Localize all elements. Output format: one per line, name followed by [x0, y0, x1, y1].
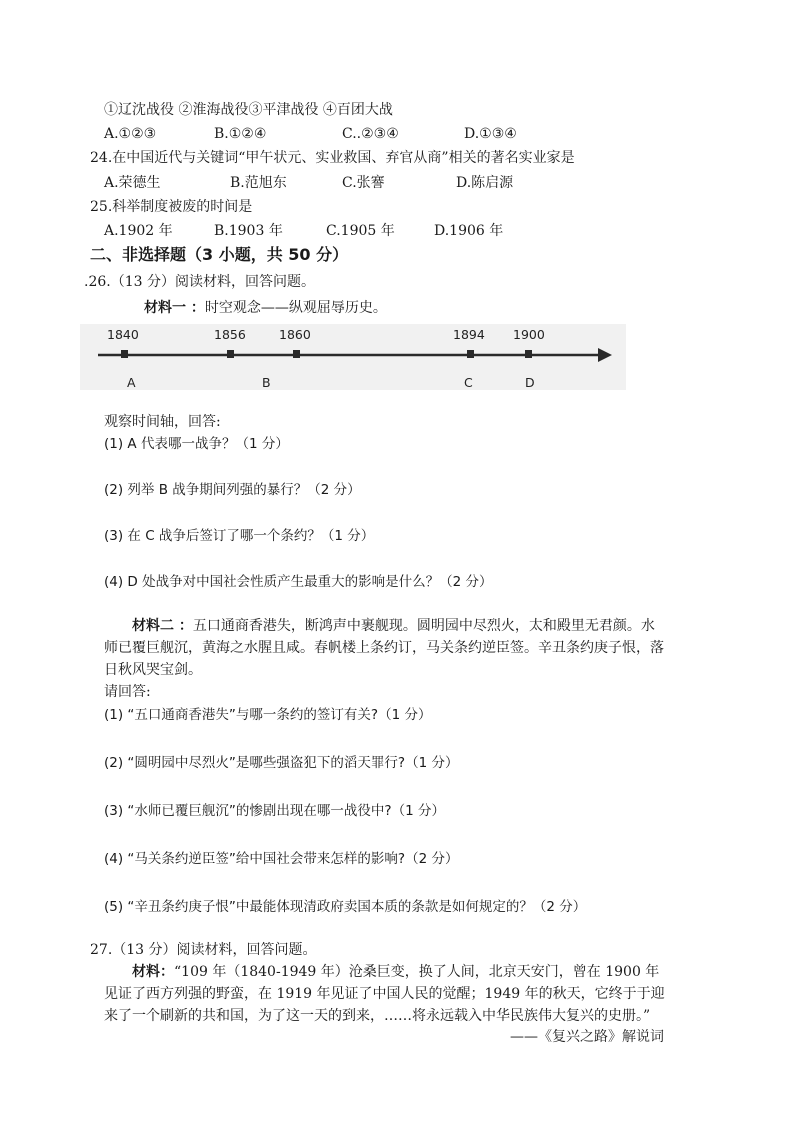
q27-material-line-2: 见证了西方列强的野蛮，在 1919 年见证了中国人民的觉醒；1949 年的秋天，它终于于迎 [104, 986, 665, 1002]
q26-stem: .26.（13 分）阅读材料，回答问题。 [84, 274, 315, 290]
q26-part2-question-3: (3) “水师已覆巨舰沉”的惨剧出现在哪一战役中?（1 分） [104, 803, 445, 819]
q25-choice-c: C.1905 年 [326, 223, 395, 239]
material-1-text: 时空观念——纵观屈辱历史。 [204, 300, 387, 316]
timeline-tick-1840 [121, 350, 128, 358]
material-1-label: 材料一 ： [144, 300, 205, 316]
q23-options-line: ①辽沈战役 ②淮海战役③平津战役 ④百团大战 [104, 102, 393, 118]
timeline-figure [80, 324, 626, 390]
q25-choice-d: D.1906 年 [434, 223, 504, 239]
q24-choice-a: A.荣德生 [104, 175, 161, 191]
q26-part1-question-1: (1) A 代表哪一战争？（1 分） [104, 436, 289, 452]
q23-choice-d: D.①③④ [464, 126, 517, 142]
q27-material-label: 材料： [132, 964, 174, 980]
timeline-year-1900: 1900 [513, 327, 545, 342]
timeline-letter-a: A [127, 375, 136, 390]
q25-choice-b: B.1903 年 [214, 223, 283, 239]
q27-stem: 27.（13 分）阅读材料，回答问题。 [90, 942, 317, 958]
q27-source: ——《复兴之路》解说词 [510, 1029, 664, 1045]
q24-choice-d: D.陈启源 [456, 175, 514, 191]
timeline-year-1840: 1840 [107, 327, 139, 342]
q26-material-2-line-1 [132, 616, 655, 636]
q26-part2-question-2: (2) “圆明园中尽烈火”是哪些强盗犯下的滔天罪行?（1 分） [104, 755, 459, 771]
q26-material-2-line-2: 师已覆巨舰沉，黄海之水腥且咸。春帆楼上条约订，马关条约逆臣签。辛丑条约庚子恨，落 [104, 640, 664, 656]
q25-choice-a: A.1902 年 [104, 223, 173, 239]
q27-material-text-1: “109 年（1840-1949 年）沧桑巨变，换了人间，北京天安门，曾在 1900 年 [174, 964, 660, 980]
timeline-letter-d: D [525, 375, 535, 390]
timeline-year-1860: 1860 [279, 327, 311, 342]
timeline-svg [80, 324, 626, 390]
q24-choice-c: C.张謇 [342, 175, 385, 191]
q26-part2-question-5: (5) “辛丑条约庚子恨”中最能体现清政府卖国本质的条款是如何规定的？（2 分） [104, 899, 587, 915]
q24-choice-b: B.范旭东 [230, 175, 287, 191]
timeline-tick-1856 [227, 350, 234, 358]
q24-stem: 24.在中国近代与关键词“甲午状元、实业救国、弃官从商”相关的著名实业家是 [90, 150, 575, 166]
timeline-tick-1900 [525, 350, 532, 358]
q26-material-2-line-3: 日秋风哭宝剑。 [104, 662, 202, 678]
q23-choice-c: C..②③④ [342, 126, 399, 142]
q26-part2-question-4: (4) “马关条约逆臣签”给中国社会带来怎样的影响?（2 分） [104, 851, 459, 867]
q27-material-line-3: 来了一个刷新的共和国，为了这一天的到来，……将永远载入中华民族伟大复兴的史册。” [104, 1008, 651, 1024]
q27-material-line-1 [132, 962, 659, 982]
timeline-letter-c: C [464, 375, 473, 390]
q26-part2-question-1: (1) “五口通商香港失”与哪一条约的签订有关?（1 分） [104, 707, 432, 723]
q23-choice-a: A.①②③ [104, 126, 157, 142]
q26-please-answer: 请回答: [104, 684, 151, 700]
q26-part1-question-3: (3) 在 C 战争后签订了哪一个条约？（1 分） [104, 528, 375, 544]
material-2-label: 材料二 ： [132, 618, 193, 634]
timeline-tick-1860 [293, 350, 300, 358]
q26-part1-question-2: (2) 列举 B 战争期间列强的暴行？（2 分） [104, 482, 361, 498]
material-2-text-1: 五口通商香港失，断鸿声中裹舰现。圆明园中尽烈火，太和殿里无君颜。水 [192, 618, 655, 634]
q23-choice-b: B.①②④ [214, 126, 267, 142]
timeline-arrowhead [598, 348, 612, 362]
q26-part1-question-4: (4) D 处战争对中国社会性质产生最重大的影响是什么？（2 分） [104, 574, 493, 590]
timeline-year-1856: 1856 [214, 327, 246, 342]
q26-material-1 [144, 298, 387, 318]
timeline-year-1894: 1894 [453, 327, 485, 342]
q25-stem: 25.科举制度被废的时间是 [90, 199, 253, 215]
timeline-letter-b: B [262, 375, 271, 390]
q26-observe-prompt: 观察时间轴，回答: [104, 414, 221, 430]
timeline-tick-1894 [467, 350, 474, 358]
section-2-heading: 二、非选择题（3 小题，共 50 分） [90, 245, 349, 264]
